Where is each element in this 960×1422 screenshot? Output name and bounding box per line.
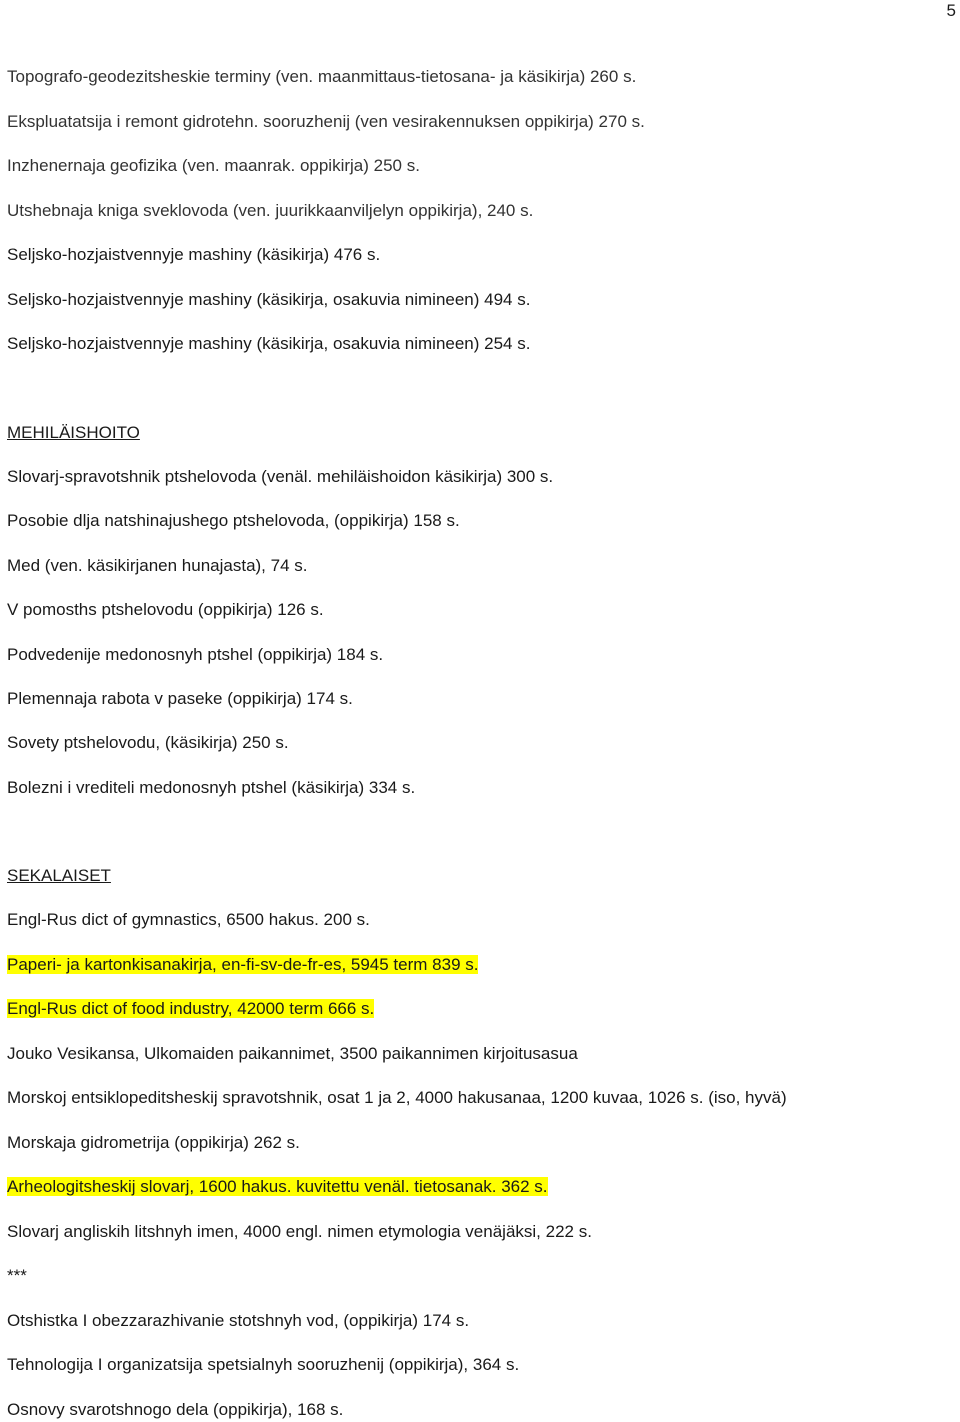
page-number: 5 — [946, 1, 956, 20]
highlighted-text: Paperi- ja kartonkisanakirja, en-fi-sv-de-fr-es, 5945 term 839 s. — [7, 955, 479, 974]
list-item — [7, 998, 374, 1020]
list-item: Podvedenije medonosnyh ptshel (oppikirja) 184 s. — [7, 645, 384, 664]
list-item: V pomosths ptshelovodu (oppikirja) 126 s. — [7, 600, 324, 619]
list-item: Engl-Rus dict of gymnastics, 6500 hakus. 200 s. — [7, 910, 370, 929]
list-item: Slovarj-spravotshnik ptshelovoda (venäl. mehiläishoidon käsikirja) 300 s. — [7, 467, 554, 486]
list-item — [7, 1176, 548, 1198]
list-item: Inzhenernaja geofizika (ven. maanrak. oppikirja) 250 s. — [7, 156, 420, 175]
list-item: Bolezni i vrediteli medonosnyh ptshel (käsikirja) 334 s. — [7, 778, 416, 797]
list-item: Sovety ptshelovodu, (käsikirja) 250 s. — [7, 733, 289, 752]
list-item: Osnovy svarotshnogo dela (oppikirja), 168 s. — [7, 1400, 344, 1419]
list-item: Tehnologija I organizatsija spetsialnyh sooruzhenij (oppikirja), 364 s. — [7, 1355, 520, 1374]
list-item: Otshistka I obezzarazhivanie stotshnyh vod, (oppikirja) 174 s. — [7, 1311, 470, 1330]
list-item: Seljsko-hozjaistvennyje mashiny (käsikirja) 476 s. — [7, 245, 381, 264]
list-item: Utshebnaja kniga sveklovoda (ven. juurikkaanviljelyn oppikirja), 240 s. — [7, 201, 534, 220]
list-item: Ekspluatatsija i remont gidrotehn. sooruzhenij (ven vesirakennuksen oppikirja) 270 s. — [7, 112, 645, 131]
list-item: Morskaja gidrometrija (oppikirja) 262 s. — [7, 1133, 300, 1152]
highlighted-text: Arheologitsheskij slovarj, 1600 hakus. kuvitettu venäl. tietosanak. 362 s. — [7, 1177, 548, 1196]
section-heading-miscellaneous: SEKALAISET — [7, 866, 111, 885]
section-heading-beekeeping: MEHILÄISHOITO — [7, 423, 140, 442]
list-item: Seljsko-hozjaistvennyje mashiny (käsikirja, osakuvia nimineen) 494 s. — [7, 290, 531, 309]
list-item: Jouko Vesikansa, Ulkomaiden paikannimet, 3500 paikannimen kirjoitusasua — [7, 1044, 578, 1063]
list-item: Med (ven. käsikirjanen hunajasta), 74 s. — [7, 556, 308, 575]
list-item: Topografo-geodezitsheskie terminy (ven. maanmittaus-tietosana- ja käsikirja) 260 s. — [7, 67, 637, 86]
separator-asterisks: *** — [7, 1266, 27, 1285]
list-item: Posobie dlja natshinajushego ptshelovoda, (oppikirja) 158 s. — [7, 511, 460, 530]
list-item — [7, 954, 478, 976]
list-item: Seljsko-hozjaistvennyje mashiny (käsikirja, osakuvia nimineen) 254 s. — [7, 334, 531, 353]
list-item: Slovarj angliskih litshnyh imen, 4000 engl. nimen etymologia venäjäksi, 222 s. — [7, 1222, 592, 1241]
highlighted-text: Engl-Rus dict of food industry, 42000 term 666 s. — [7, 999, 375, 1018]
list-item: Morskoj entsiklopeditsheskij spravotshnik, osat 1 ja 2, 4000 hakusanaa, 1200 kuvaa, 1026 s. (iso, hyvä) — [7, 1088, 787, 1107]
list-item: Plemennaja rabota v paseke (oppikirja) 174 s. — [7, 689, 353, 708]
